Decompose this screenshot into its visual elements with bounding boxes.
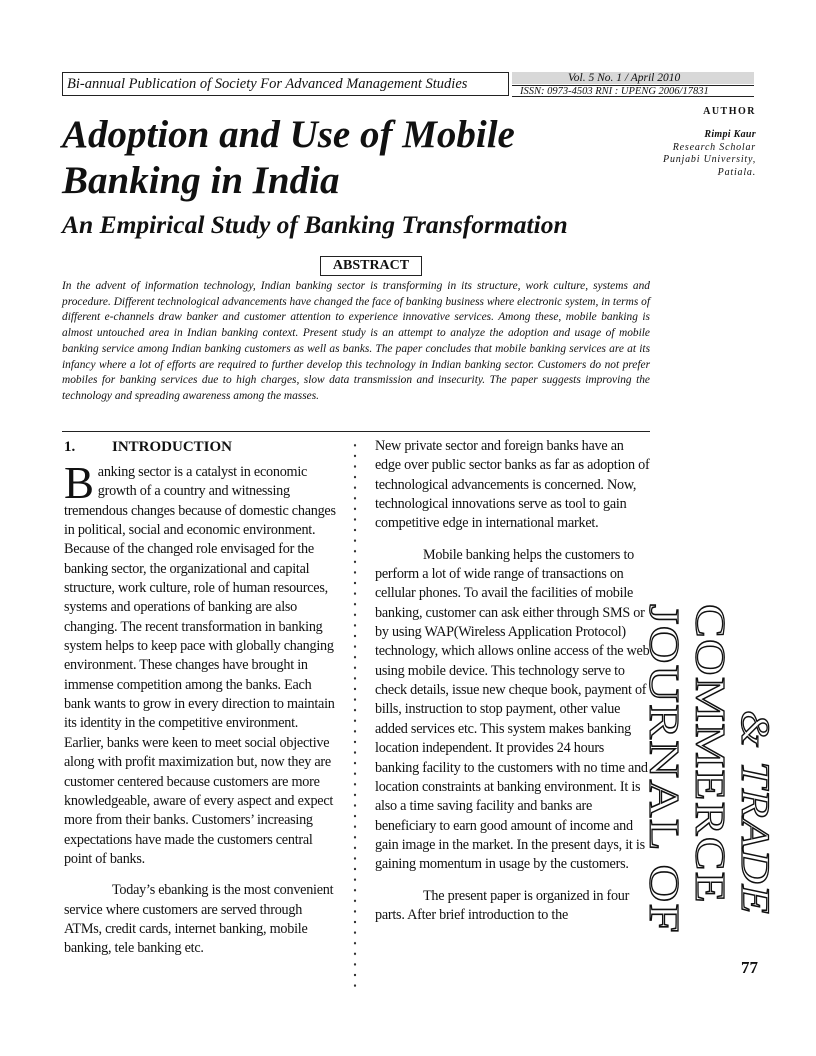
intro-paragraph-5: The present paper is organized in four parts. After brief introduction to the [375, 887, 630, 923]
intro-paragraph-4: Mobile banking helps the customers to perform a lot of wide range of transactions on cellular phones. To avail the facilities of mobile banking, customer can ask either through SMS or by using WAP(Wireless Application Protocol) technology, which allows online access of the web using mobile device. This technology serve to check details, issue new cheque book, payment of bills, instruction to stop payment, other value added services etc. This system makes banking location independent. It provides 24 hours banking facility to the customers with no time and location constraints at banking environment. It is also a time saving facility and banks are beneficiary to earn good amount of income and gain image in the market. In the present days, it is gaining momentum in usage by the customers. [375, 546, 650, 873]
journal-logo-line1: JOURNAL OF [640, 604, 686, 868]
text-column-right [375, 437, 650, 925]
journal-logo-line2: COMMERCE [686, 604, 732, 853]
text-column-left [64, 437, 340, 959]
section-divider [62, 431, 650, 432]
drop-cap: B [64, 458, 94, 508]
column-dot-separator [352, 440, 358, 988]
intro-paragraph-2: Today’s ebanking is the most convenient service where customers are served through ATMs, credit cards, internet banking, mobile banking, tele banking etc. [64, 882, 334, 957]
section-title: INTRODUCTION [112, 439, 233, 455]
intro-paragraph-1 [64, 458, 340, 869]
journal-logo [618, 600, 778, 940]
author-role: Research Scholar [672, 141, 756, 153]
author-block [618, 129, 756, 179]
abstract-text: In the advent of information technology, Indian banking sector is transforming in its structure, work culture, systems and procedure. Different technological advancements have changed the face of banking business where electronic system, in terms of different e-channels draw banker and customer attention to experience innovative services. Among these, mobile banking is almost untouched area in Indian banking context. Present study is an attempt to analyze the adoption and usage of mobile banking service among Indian banking customers as well as banks. The paper concludes that mobile banking services are at its infancy where a lot of efforts are required to further develop this technology in Indian banking sector. Customers do not prefer mobiles for banking services due to high charges, slow data transmission and insecurity. The paper suggests improving the technology and spreading awareness among the masses. [62, 280, 650, 402]
section-heading [64, 437, 340, 457]
issn-info: ISSN: 0973-4503 RNI : UPENG 2006/17831 [512, 85, 754, 97]
author-name: Rimpi Kaur [704, 129, 756, 140]
page-number: 77 [741, 958, 758, 977]
publication-banner [62, 72, 509, 96]
author-label: AUTHOR [703, 106, 756, 117]
publication-name: Bi-annual Publication of Society For Advanced Management Studies [67, 76, 468, 92]
author-city: Patiala. [717, 166, 756, 178]
author-institution: Punjabi University, [663, 154, 756, 165]
section-number: 1. [64, 439, 76, 455]
intro-paragraph-3: New private sector and foreign banks have an edge over public sector banks as far as adoption of technological advancements is concerned. Now, technological innovations serve as tool to gain competitive edge in international market. [375, 438, 650, 532]
paper-subtitle: An Empirical Study of Banking Transformation [62, 210, 568, 239]
abstract-label: ABSTRACT [320, 256, 422, 276]
intro-paragraph-1-text: anking sector is a catalyst in economic growth of a country and witnessing tremendous changes because of domestic changes in political, social and economic environment. Because of the changed role envisaged for the banking sector, the organizational and capital structure, work culture, role of human resources, systems and operations of banking are also changing. The recent transformation in banking system helps to keep pace with globally changing environment. These changes have brought in immense competition among the banks. Each bank wants to grow in every direction to maintain its identity in the competitive environment. Earlier, banks were keen to meet social objective along with profit maximization but, now they are customer centered because customers are more knowledgeable, aware of every aspect and expect more from their banks. Customers’ increasing expectations have made the customers central point of banks. [64, 464, 336, 867]
paper-title: Adoption and Use of Mobile Banking in India [62, 113, 515, 202]
volume-info: Vol. 5 No. 1 / April 2010 [512, 72, 754, 84]
journal-logo-line3: & TRADE [733, 710, 778, 883]
